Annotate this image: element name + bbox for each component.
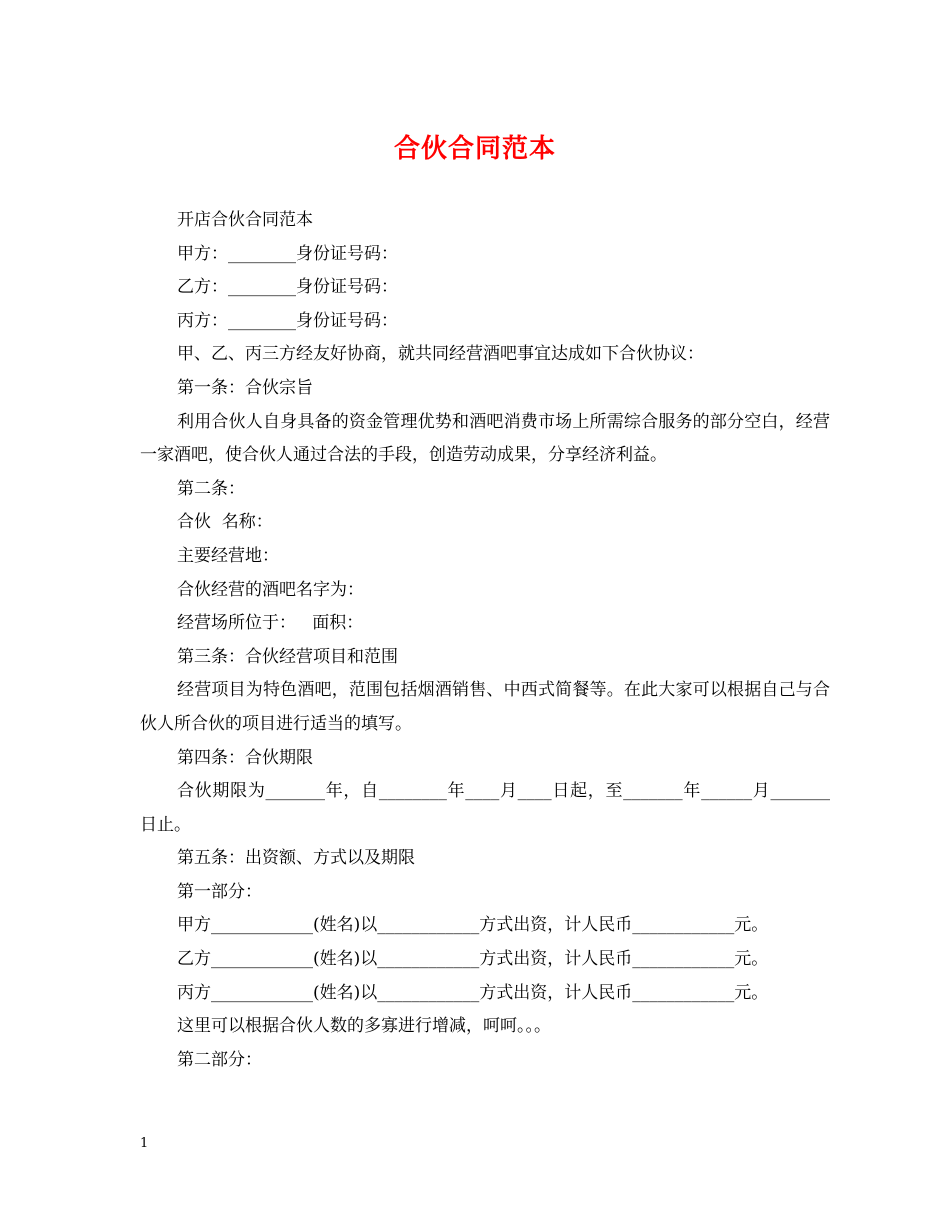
part-1-heading: 第一部分： — [177, 881, 262, 902]
party-a-contribution: 甲方____________(姓名)以____________方式出资，计人民币____________元。 — [177, 915, 769, 936]
main-location-line: 主要经营地： — [177, 545, 279, 566]
article-1-heading: 第一条：合伙宗旨 — [177, 377, 313, 398]
note-line: 这里可以根据合伙人数的多寡进行增减，呵呵。。。 — [177, 1016, 551, 1037]
article-2-heading: 第二条： — [177, 478, 245, 499]
agreement-intro: 甲、乙、丙三方经友好协商，就共同经营酒吧事宜达成如下合伙协议： — [177, 344, 704, 365]
article-3-heading: 第三条：合伙经营项目和范围 — [177, 646, 398, 667]
article-4-paragraph: 合伙期限为_______年，自________年____月____日起，至_______年______月_______日止。 — [140, 781, 830, 835]
party-a-line: 甲方：________身份证号码： — [177, 243, 398, 264]
party-c-line: 丙方：________身份证号码： — [177, 310, 398, 331]
article-3-paragraph: 经营项目为特色酒吧，范围包括烟酒销售、中西式简餐等。在此大家可以根据自己与合伙人所合伙的项目进行适当的填写。 — [140, 680, 830, 734]
bar-name-line: 合伙经营的酒吧名字为： — [177, 579, 364, 600]
premises-area-line: 经营场所位于： 面积： — [177, 613, 364, 634]
article-1-paragraph: 利用合伙人自身具备的资金管理优势和酒吧消费市场上所需综合服务的部分空白，经营一家酒吧，使合伙人通过合法的手段，创造劳动成果，分享经济利益。 — [140, 411, 830, 466]
article-5-heading: 第五条：出资额、方式以及期限 — [177, 848, 415, 869]
page-number: 1 — [140, 1136, 149, 1151]
subtitle-line: 开店合伙合同范本 — [177, 210, 313, 230]
party-b-contribution: 乙方____________(姓名)以____________方式出资，计人民币____________元。 — [177, 949, 769, 970]
part-2-heading: 第二部分： — [177, 1049, 262, 1070]
article-4-heading: 第四条：合伙期限 — [177, 747, 313, 768]
document-title: 合伙合同范本 — [393, 134, 556, 164]
document-body — [140, 204, 830, 1077]
party-b-line: 乙方：________身份证号码： — [177, 277, 398, 298]
party-c-contribution: 丙方____________(姓名)以____________方式出资，计人民币____________元。 — [177, 982, 769, 1003]
partnership-name-line: 合伙 名称： — [177, 512, 273, 533]
